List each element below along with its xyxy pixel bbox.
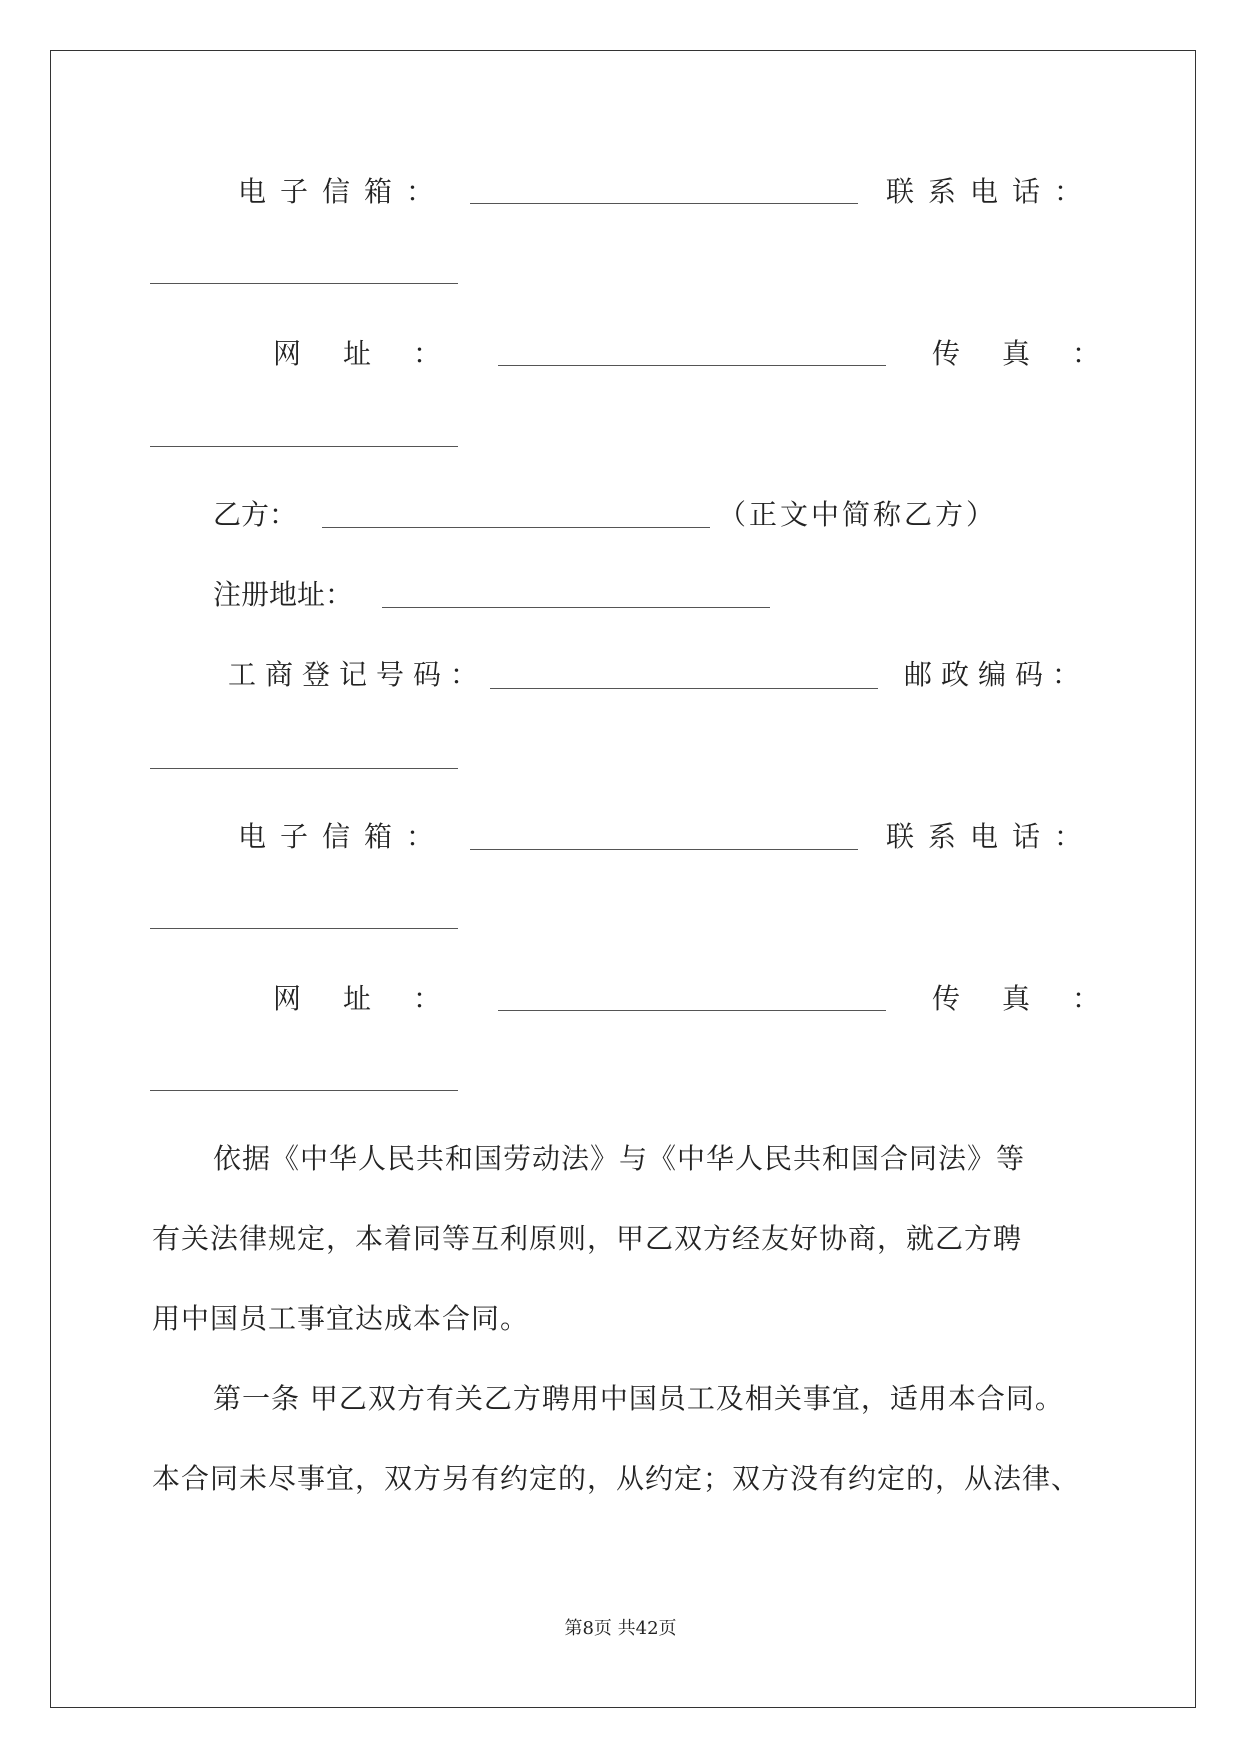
paragraph-1-line-3: 用中国员工事宜达成本合同。 (152, 1302, 530, 1335)
party-b-fax-blank[interactable] (150, 1090, 458, 1091)
party-b-email-blank[interactable] (470, 849, 858, 850)
email-blank[interactable] (470, 203, 858, 204)
paragraph-2-line-1: 第一条 甲乙双方有关乙方聘用中国员工及相关事宜，适用本合同。 (213, 1382, 1064, 1415)
party-b-phone-blank[interactable] (150, 928, 458, 929)
party-b-phone-label: 联系电话： (886, 820, 1097, 853)
registration-blank[interactable] (490, 688, 878, 689)
paragraph-2-line-2: 本合同未尽事宜，双方另有约定的，从约定；双方没有约定的，从法律、 (152, 1462, 1081, 1495)
party-b-blank[interactable] (322, 527, 710, 528)
party-b-website-label: 网址： (273, 982, 484, 1015)
fax-blank[interactable] (150, 446, 458, 447)
paragraph-1-line-1: 依据《中华人民共和国劳动法》与《中华人民共和国合同法》等 (213, 1142, 1026, 1175)
party-b-note: （正文中简称乙方） (718, 498, 998, 531)
registration-label: 工商登记号码： (228, 658, 488, 691)
party-b-email-label: 电子信箱： (238, 820, 449, 853)
party-b-label: 乙方： (213, 498, 298, 531)
website-label: 网址： (273, 337, 484, 370)
postcode-blank[interactable] (150, 768, 458, 769)
address-blank[interactable] (382, 607, 770, 608)
website-blank[interactable] (498, 365, 886, 366)
party-b-fax-label: 传真： (932, 982, 1143, 1015)
address-label: 注册地址： (213, 578, 354, 611)
phone-label: 联系电话： (886, 175, 1097, 208)
email-label: 电子信箱： (238, 175, 449, 208)
phone-blank[interactable] (150, 283, 458, 284)
postcode-label: 邮政编码： (904, 658, 1090, 691)
party-b-website-blank[interactable] (498, 1010, 886, 1011)
page-frame (50, 50, 1196, 1708)
page-number: 第8页 共42页 (564, 1618, 677, 1639)
paragraph-1-line-2: 有关法律规定，本着同等互利原则，甲乙双方经友好协商，就乙方聘 (152, 1222, 1023, 1255)
fax-label: 传真： (932, 337, 1143, 370)
